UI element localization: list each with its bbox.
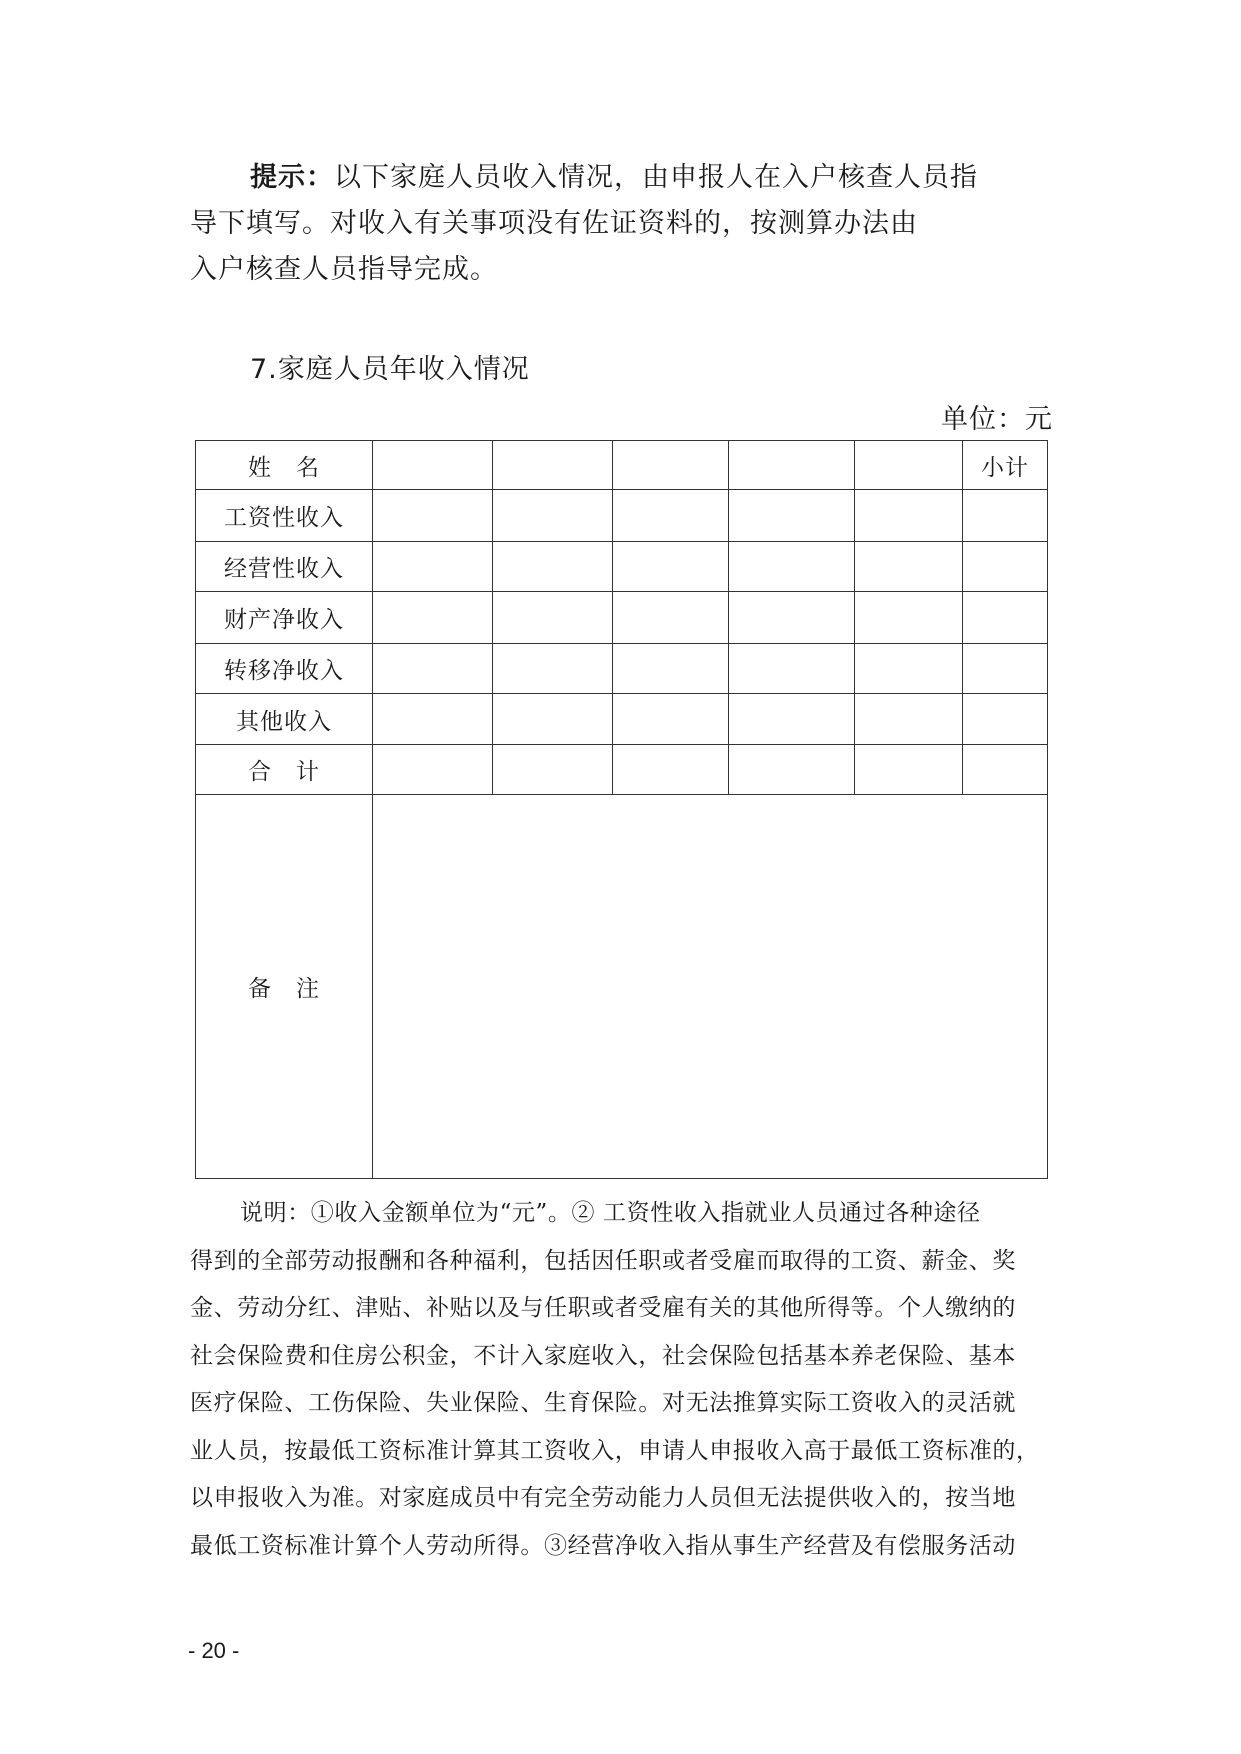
explanation-paragraph xyxy=(190,1190,1055,1570)
input-cell[interactable] xyxy=(855,592,963,644)
input-cell[interactable] xyxy=(729,592,855,644)
input-cell[interactable] xyxy=(729,745,855,795)
input-cell[interactable] xyxy=(613,542,729,592)
input-cell[interactable] xyxy=(855,644,963,694)
input-cell[interactable] xyxy=(373,745,493,795)
input-cell[interactable] xyxy=(493,592,613,644)
section-title xyxy=(250,352,530,388)
section-title-text: 家庭人员年收入情况 xyxy=(277,354,530,385)
table-row xyxy=(196,644,1048,694)
input-cell[interactable] xyxy=(855,694,963,745)
input-cell[interactable] xyxy=(373,592,493,644)
subtotal-cell[interactable] xyxy=(963,694,1048,745)
hint-text-1: 以下家庭人员收入情况，由申报人在入户核查人员指 xyxy=(334,162,978,193)
input-cell[interactable] xyxy=(373,644,493,694)
row-label: 经营性收入 xyxy=(196,542,373,592)
explanation-line: 说明：①收入金额单位为“元”。② 工资性收入指就业人员通过各种途径 xyxy=(240,1200,981,1226)
unit-label: 单位：元 xyxy=(941,404,1053,435)
input-cell[interactable] xyxy=(493,745,613,795)
hint-paragraph xyxy=(190,155,1060,293)
hint-line-2: 导下填写。对收入有关事项没有佐证资料的，按测算办法由 xyxy=(190,208,918,239)
input-cell[interactable] xyxy=(729,644,855,694)
input-cell[interactable] xyxy=(729,694,855,745)
input-cell[interactable] xyxy=(493,490,613,542)
hint-label: 提示： xyxy=(250,162,334,193)
subtotal-cell[interactable] xyxy=(963,490,1048,542)
input-cell[interactable] xyxy=(493,644,613,694)
input-cell[interactable] xyxy=(729,542,855,592)
row-label: 合 计 xyxy=(196,745,373,795)
remarks-row xyxy=(196,795,1048,1179)
input-cell[interactable] xyxy=(373,490,493,542)
explanation-line: 以申报收入为准。对家庭成员中有完全劳动能力人员但无法提供收入的，按当地 xyxy=(190,1485,1016,1511)
input-cell[interactable] xyxy=(855,745,963,795)
income-table xyxy=(195,440,1048,1179)
name-input-cell[interactable] xyxy=(729,441,855,490)
row-label: 工资性收入 xyxy=(196,490,373,542)
explanation-line: 业人员，按最低工资标准计算其工资收入，申请人申报收入高于最低工资标准的， xyxy=(190,1437,1040,1464)
name-input-cell[interactable] xyxy=(493,441,613,490)
subtotal-cell[interactable] xyxy=(963,644,1048,694)
subtotal-cell[interactable] xyxy=(963,542,1048,592)
input-cell[interactable] xyxy=(855,542,963,592)
input-cell[interactable] xyxy=(613,490,729,542)
section-number: 7. xyxy=(250,354,278,385)
header-name-cell: 姓 名 xyxy=(196,441,373,490)
table-row xyxy=(196,592,1048,644)
table-row xyxy=(196,490,1048,542)
header-subtotal-cell: 小计 xyxy=(963,441,1048,490)
input-cell[interactable] xyxy=(613,694,729,745)
page-number: - 20 - xyxy=(188,1638,240,1663)
row-label: 转移净收入 xyxy=(196,644,373,694)
input-cell[interactable] xyxy=(613,745,729,795)
explanation-line: 金、劳动分红、津贴、补贴以及与任职或者受雇有关的其他所得等。个人缴纳的 xyxy=(190,1295,1016,1321)
input-cell[interactable] xyxy=(729,490,855,542)
input-cell[interactable] xyxy=(613,592,729,644)
name-input-cell[interactable] xyxy=(855,441,963,490)
input-cell[interactable] xyxy=(373,542,493,592)
name-input-cell[interactable] xyxy=(613,441,729,490)
table-header-row xyxy=(196,441,1048,490)
subtotal-cell[interactable] xyxy=(963,592,1048,644)
table-row xyxy=(196,694,1048,745)
input-cell[interactable] xyxy=(493,694,613,745)
hint-line-1 xyxy=(190,155,1060,201)
row-label: 财产净收入 xyxy=(196,592,373,644)
subtotal-cell[interactable] xyxy=(963,745,1048,795)
remarks-input-cell[interactable] xyxy=(373,795,1048,1179)
table-row xyxy=(196,542,1048,592)
explanation-line: 医疗保险、工伤保险、失业保险、生育保险。对无法推算实际工资收入的灵活就 xyxy=(190,1390,1016,1416)
remarks-label: 备 注 xyxy=(196,795,373,1179)
row-label: 其他收入 xyxy=(196,694,373,745)
explanation-line: 社会保险费和住房公积金，不计入家庭收入，社会保险包括基本养老保险、基本 xyxy=(190,1342,1016,1369)
input-cell[interactable] xyxy=(373,694,493,745)
explanation-line: 得到的全部劳动报酬和各种福利，包括因任职或者受雇而取得的工资、薪金、奖 xyxy=(190,1247,1016,1274)
name-input-cell[interactable] xyxy=(373,441,493,490)
explanation-line: 最低工资标准计算个人劳动所得。③经营净收入指从事生产经营及有偿服务活动 xyxy=(190,1532,1016,1559)
hint-line-3: 入户核查人员指导完成。 xyxy=(190,254,498,285)
table-row-total xyxy=(196,745,1048,795)
input-cell[interactable] xyxy=(613,644,729,694)
input-cell[interactable] xyxy=(855,490,963,542)
input-cell[interactable] xyxy=(493,542,613,592)
